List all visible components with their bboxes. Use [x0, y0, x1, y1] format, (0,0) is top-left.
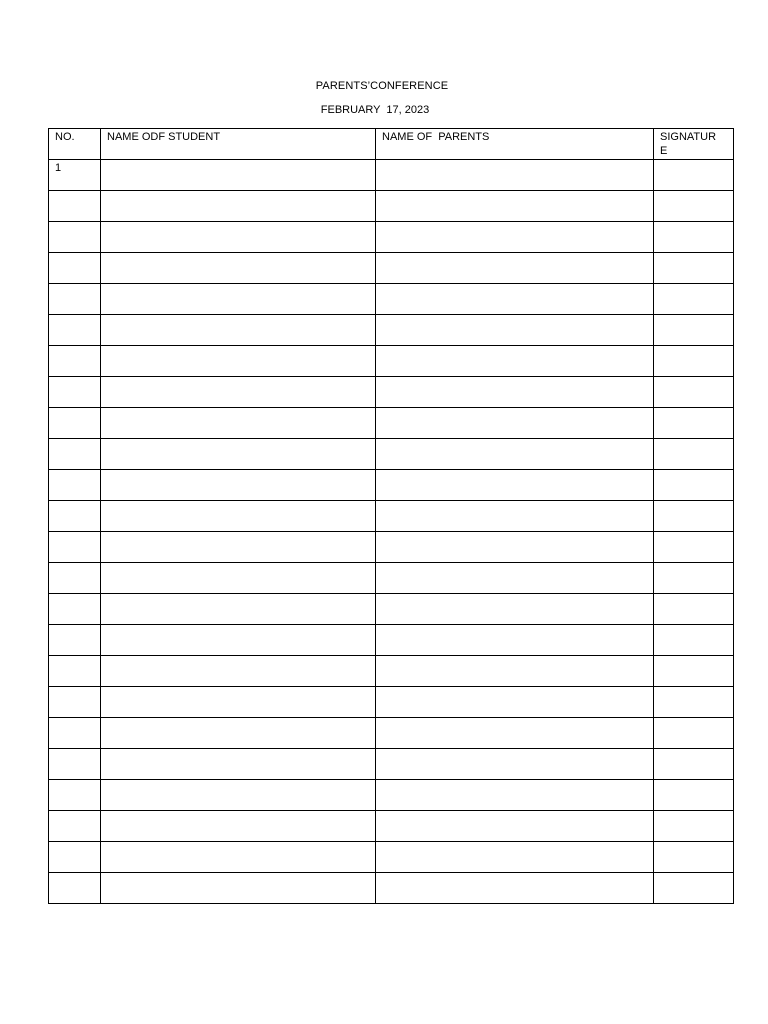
table-row	[49, 718, 734, 749]
cell-signature	[654, 470, 734, 501]
cell-no	[49, 315, 101, 346]
cell-signature	[654, 625, 734, 656]
cell-no	[49, 594, 101, 625]
table-row	[49, 377, 734, 408]
cell-parents-name	[376, 222, 654, 253]
cell-student-name	[101, 346, 376, 377]
cell-signature	[654, 222, 734, 253]
table-body	[49, 160, 734, 904]
cell-no	[49, 625, 101, 656]
cell-signature	[654, 842, 734, 873]
cell-signature	[654, 563, 734, 594]
cell-signature	[654, 594, 734, 625]
cell-parents-name	[376, 718, 654, 749]
cell-student-name	[101, 780, 376, 811]
cell-no	[49, 222, 101, 253]
cell-student-name	[101, 625, 376, 656]
header-parents-name: NAME OF PARENTS	[376, 129, 654, 160]
cell-no	[49, 687, 101, 718]
cell-parents-name	[376, 377, 654, 408]
cell-no	[49, 842, 101, 873]
cell-no	[49, 656, 101, 687]
cell-parents-name	[376, 501, 654, 532]
cell-signature	[654, 284, 734, 315]
cell-parents-name	[376, 780, 654, 811]
cell-parents-name	[376, 625, 654, 656]
cell-parents-name	[376, 160, 654, 191]
table-row	[49, 687, 734, 718]
cell-student-name	[101, 563, 376, 594]
table-row	[49, 253, 734, 284]
cell-parents-name	[376, 873, 654, 904]
cell-no	[49, 346, 101, 377]
cell-no	[49, 191, 101, 222]
cell-student-name	[101, 253, 376, 284]
cell-parents-name	[376, 253, 654, 284]
cell-signature	[654, 749, 734, 780]
table-row	[49, 749, 734, 780]
cell-student-name	[101, 594, 376, 625]
table-header-row	[49, 129, 734, 160]
cell-student-name	[101, 687, 376, 718]
table-row	[49, 656, 734, 687]
cell-no	[49, 501, 101, 532]
cell-signature	[654, 780, 734, 811]
cell-no	[49, 408, 101, 439]
cell-no	[49, 563, 101, 594]
cell-parents-name	[376, 470, 654, 501]
cell-student-name	[101, 656, 376, 687]
cell-parents-name	[376, 532, 654, 563]
cell-signature	[654, 439, 734, 470]
cell-signature	[654, 501, 734, 532]
cell-parents-name	[376, 284, 654, 315]
cell-parents-name	[376, 656, 654, 687]
table-row	[49, 501, 734, 532]
cell-student-name	[101, 160, 376, 191]
table-row	[49, 408, 734, 439]
cell-parents-name	[376, 408, 654, 439]
cell-signature	[654, 253, 734, 284]
cell-student-name	[101, 873, 376, 904]
cell-parents-name	[376, 687, 654, 718]
cell-no	[49, 532, 101, 563]
cell-no	[49, 470, 101, 501]
header-signature: SIGNATUR E	[654, 129, 734, 160]
table-row	[49, 315, 734, 346]
cell-parents-name	[376, 563, 654, 594]
cell-student-name	[101, 284, 376, 315]
cell-parents-name	[376, 346, 654, 377]
cell-student-name	[101, 749, 376, 780]
cell-student-name	[101, 408, 376, 439]
table-row	[49, 191, 734, 222]
cell-no	[49, 439, 101, 470]
table-row	[49, 780, 734, 811]
cell-signature	[654, 656, 734, 687]
document-date: FEBRUARY 17, 2023	[320, 104, 430, 116]
table-row	[49, 842, 734, 873]
cell-student-name	[101, 315, 376, 346]
cell-no	[49, 780, 101, 811]
cell-parents-name	[376, 842, 654, 873]
cell-no	[49, 284, 101, 315]
cell-signature	[654, 687, 734, 718]
document-title: PARENTS’CONFERENCE	[315, 80, 449, 92]
cell-student-name	[101, 377, 376, 408]
cell-parents-name	[376, 191, 654, 222]
cell-no	[49, 253, 101, 284]
cell-signature	[654, 315, 734, 346]
table-row	[49, 160, 734, 191]
header-no: NO.	[49, 129, 101, 160]
cell-student-name	[101, 470, 376, 501]
table-row	[49, 439, 734, 470]
table-row	[49, 470, 734, 501]
cell-student-name	[101, 439, 376, 470]
cell-signature	[654, 718, 734, 749]
table-row	[49, 346, 734, 377]
table-row	[49, 594, 734, 625]
cell-parents-name	[376, 439, 654, 470]
cell-student-name	[101, 811, 376, 842]
cell-signature	[654, 377, 734, 408]
table-row	[49, 284, 734, 315]
cell-student-name	[101, 718, 376, 749]
cell-student-name	[101, 501, 376, 532]
cell-signature	[654, 532, 734, 563]
cell-signature	[654, 811, 734, 842]
cell-signature	[654, 191, 734, 222]
table-row	[49, 811, 734, 842]
cell-student-name	[101, 222, 376, 253]
table-row	[49, 873, 734, 904]
cell-student-name	[101, 191, 376, 222]
table-row	[49, 532, 734, 563]
header-student-name: NAME ODF STUDENT	[101, 129, 376, 160]
cell-parents-name	[376, 315, 654, 346]
cell-no	[49, 377, 101, 408]
cell-no	[49, 718, 101, 749]
table-row	[49, 563, 734, 594]
attendance-table	[48, 128, 734, 904]
cell-student-name	[101, 842, 376, 873]
cell-parents-name	[376, 594, 654, 625]
cell-parents-name	[376, 811, 654, 842]
table-row	[49, 625, 734, 656]
cell-signature	[654, 873, 734, 904]
cell-signature	[654, 160, 734, 191]
cell-signature	[654, 408, 734, 439]
cell-no	[49, 749, 101, 780]
cell-no	[49, 873, 101, 904]
cell-student-name	[101, 532, 376, 563]
cell-parents-name	[376, 749, 654, 780]
cell-signature	[654, 346, 734, 377]
table-row	[49, 222, 734, 253]
cell-no: 1	[49, 160, 101, 191]
cell-no	[49, 811, 101, 842]
